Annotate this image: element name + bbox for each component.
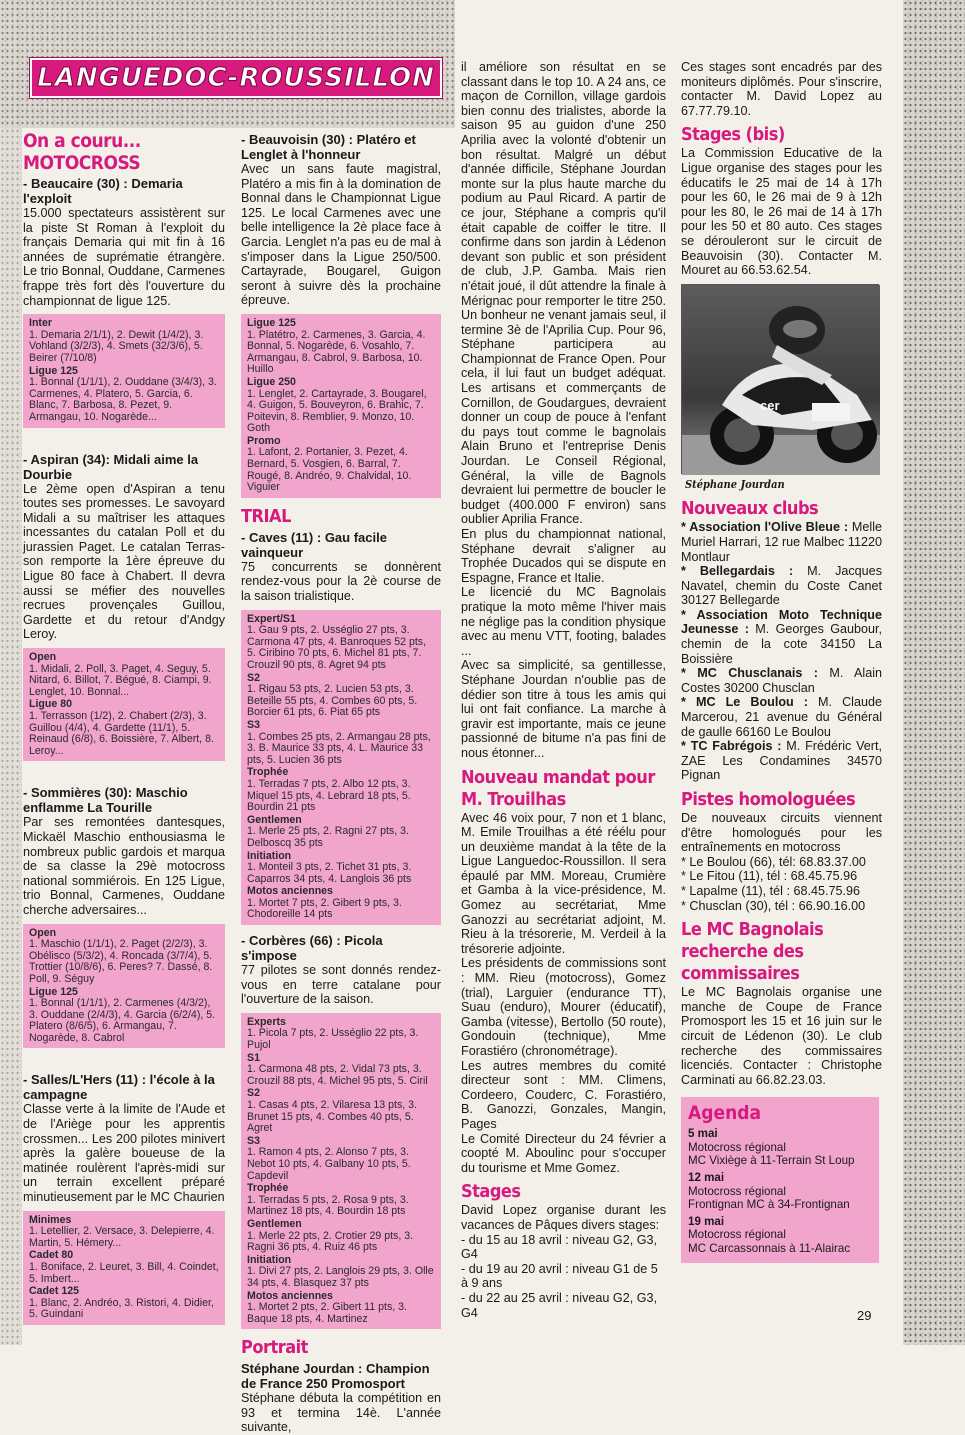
club-name: * MC Le Boulou :	[681, 695, 808, 710]
results-text: 1. Blanc, 2. Andréo, 3. Ristori, 4. Didier, 5. Guindani	[29, 1296, 214, 1321]
results-category: Ligue 80	[29, 698, 72, 711]
results-text: 1. Boniface, 2. Leuret, 3. Bill, 4. Coindet, 5. Imbert...	[29, 1261, 219, 1285]
results-category: Ligue 125	[29, 364, 78, 377]
section-title-on-a-couru: On a couru...	[23, 130, 141, 152]
results-category: Ligue 125	[247, 316, 296, 329]
agenda-location: Frontignan MC à 34-Frontignan	[688, 1197, 850, 1211]
results-text: 1. Casas 4 pts, 2. Vilaresa 13 pts, 3. Brunet 15 pts, 4. Combes 40 pts, 5. Agret	[247, 1099, 417, 1135]
bike-decal-text: cer	[760, 397, 780, 413]
club-address: M. Claude Marcerou, 21 avenue du Général de gaulle 66160 Le Boulou	[681, 695, 882, 739]
results-category: Minimes	[29, 1213, 72, 1226]
section-title-stages: Stages	[461, 1181, 521, 1203]
stages-body: David Lopez organise durant les vacances de Pâques divers stages:	[461, 1203, 666, 1232]
club-entry	[681, 520, 882, 564]
results-category: S3	[247, 718, 260, 731]
agenda-location: MC Vixiège à 11-Terrain St Loup	[688, 1153, 855, 1167]
agenda-event: Motocross régional	[688, 1184, 786, 1198]
results-category: S1	[247, 1051, 260, 1064]
portrait-body-continued: il améliore son résultat en se classant dans le top 10. A 24 ans, ce maçon de Cornillon, village gardois bien connu des trialistes, aborde la saison 95 au guidon d'une 250 Aprilia avec la volonté d'obtenir un bon résultat. Malgré un début d'année difficile, Stéphane Jourdan monte sur la plus haute marche du podium au Paul Ricard. A partir de ce jour, Stéphane a compris qu'il était capable de coiffer le titre. Il confirme dans son jardin à Lédenon devant son public et son président de club, J.P. Gamba. Mais rien n'était joué, il dût attendre la finale à Mérignac pour remporter le titre 250. Un bonheur ne venant jamais seul, il termine 3è de l'Aprilia Cup. Pour 96, Stéphane participera au Championnat de France Open. Pour cela, il lui faut un budget adéquat. Les artisans et commerçants de Cornillon, de Goudargues, devraient donner un coup de pouce à l'enfant du pays tout comme le bagnolais Alain Bruno et l'entreprise Denis Jourdan. Le Conseil Régional, Général, la ville de Bagnols devraient lui permettre de boucler le budget (400.000 F environ) sans oublier Aprilia France.	[461, 60, 666, 527]
article-body-salles: Classe verte à la limite de l'Aude et de l'Ariège pour les apprentis crossmen... Les 200 pilotes minivert après la galère boueuse de la matinée roulèrent l'après-midi sur un terrain excellent préparé minutieusement par le MC Chaurien	[23, 1102, 225, 1205]
club-entry	[681, 695, 882, 739]
results-text: 1. Lafont, 2. Portanier, 3. Pezet, 4. Bernard, 5. Vosgien, 6. Barral, 7. Rougé, 8. Andréo, 9. Chalvidal, 10. Viguier	[247, 446, 412, 494]
piste-item: * Le Fitou (11), tél : 68.45.75.96	[681, 869, 858, 884]
pistes-body: De nouveaux circuits viennent d'être homologués pour les entraînements en motocross	[681, 811, 882, 855]
results-box-caves	[241, 610, 441, 925]
results-box-aspiran	[23, 648, 225, 761]
article-head-beaucaire: - Beaucaire (30) : Demaria l'exploit	[23, 176, 183, 206]
motorcycle-photo-illustration	[682, 285, 880, 475]
portrait-body-paragraph: En plus du championnat national, Stéphane devrait s'aligner au Trophée Ducados qui se dispute en Espagne, France et Italie.	[461, 527, 666, 585]
results-category: Motos anciennes	[247, 885, 333, 898]
agenda-date: 12 mai	[688, 1171, 725, 1185]
column-4	[681, 60, 882, 1263]
stages-line: - du 19 au 20 avril : niveau G1 de 5 à 9 ans	[461, 1261, 658, 1291]
article-head-portrait: Stéphane Jourdan : Champion de France 250 Promosport	[241, 1361, 430, 1392]
agenda-date: 5 mai	[688, 1127, 718, 1141]
stages-bis-body: La Commission Educative de la Ligue organise des stages pour les éducatifs le 25 mai de 14 à 17h pour les 60, le 26 mai de 9 à 12h pour les 80, le 26 mai de 14 à 17h pour les 50 et 80 auto. Ces stages se dérouleront sur le circuit de Beauvoisin (30). Contacter M. Mouret au 66.53.62.54.	[681, 146, 882, 278]
results-text: 1. Divi 27 pts, 2. Langlois 29 pts, 3. Olle 34 pts, 4. Blasquez 37 pts	[247, 1265, 434, 1289]
section-title-nouveaux-clubs: Nouveaux clubs	[681, 498, 819, 520]
results-category: Cadet 80	[29, 1249, 74, 1262]
results-category: Promo	[247, 434, 281, 447]
results-text: 1. Bonnal (1/1/1), 2. Ouddane (3/4/3), 3. Carmenes, 4. Platero, 5. Garcia, 6. Blanc, 7. Barbosa, 8. Pezet, 9. Armangau, 10. Nogarède...	[29, 376, 217, 423]
club-entry	[681, 564, 882, 608]
article-body-corberes: 77 pilotes se sont donnés rendez-vous en terre catalane pour l'ouverture de la saison.	[241, 963, 441, 1007]
results-category: S2	[247, 671, 260, 684]
results-text: 1. Carmona 48 pts, 2. Vidal 73 pts, 3. Crouzil 88 pts, 4. Michel 95 pts, 5. Ciril	[247, 1063, 428, 1087]
article-body-portrait: Stéphane débuta la compétition en 93 et termina 14è. L'année suivante,	[241, 1391, 441, 1435]
results-text: 1. Bonnal (1/1/1), 2. Carmenes (4/3/2), 3. Ouddane (2/4/3), 4. Garcia (6/2/4), 5. Platero (8/6/5), 6. Armangau, 7. Nogarède, 8. Cabrol	[29, 997, 216, 1044]
mandat-body: Avec 46 voix pour, 7 non et 1 blanc, M. Emile Trouilhas a été réélu pour un deuxième mandat à la tête de la Ligue Languedoc-Roussillon. Il sera épaulé par MM. Moreau, Crumière et Gamba à la vice-présidence, M. Gomez au secrétariat, Mme Ganozzi au secrétariat adjoint, M. Rieu à la trésorerie, M. Verdeil à la trésorerie adjointe.	[461, 810, 666, 956]
stages-line: - du 15 au 18 avril : niveau G2, G3, G4	[461, 1232, 658, 1262]
results-category: Expert/S1	[247, 612, 296, 625]
article-head-aspiran: - Aspiran (34): Midali aime la Dourbie	[23, 451, 199, 482]
piste-item: * Le Boulou (66), tél: 68.83.37.00	[681, 854, 866, 869]
results-text: 1. Merle 22 pts, 2. Crotier 29 pts, 3. Ragni 36 pts, 4. Ruiz 46 pts	[247, 1229, 414, 1254]
results-category: Inter	[29, 317, 52, 330]
article-head-salles: - Salles/L'Hers (11) : l'école à la campagne	[23, 1072, 215, 1103]
results-category: Initiation	[247, 1253, 292, 1266]
section-title-nouveau-mandat: Nouveau mandat pour M. Trouilhas	[461, 766, 655, 810]
club-name: * Bellegardais :	[681, 564, 794, 579]
column-3	[461, 60, 666, 1320]
agenda-box	[681, 1097, 879, 1263]
results-text: 1. Demaria 2/1/1), 2. Dewit (1/4/2), 3. Vohland (3/2/3), 4. Smets (32/3/6), 5. Beirer (7/10/8)	[29, 328, 204, 364]
results-text: 1. Gau 9 pts, 2. Usséglio 27 pts, 3. Carmona 47 pts, 4. Banroques 52 pts, 5. Ciribino 70 pts, 6. Michel 81 pts, 7. Crouzil 90 pts, 8. Agret 94 pts	[247, 624, 427, 671]
results-text: 1. Rigau 53 pts, 2. Lucien 53 pts, 3. Beteille 55 pts, 4. Combes 60 pts, 5. Borcier 61 pts, 6. Piat 65 pts	[247, 683, 418, 719]
section-title-pistes: Pistes homologuées	[681, 789, 856, 810]
section-title-stages-bis: Stages (bis)	[681, 124, 785, 146]
article-body-beauvoisin: Avec un sans faute magistral, Platéro a mis fin à la domination de Bonnal dans le Championnat Ligue 125. Le local Carmenes avec une belle intelligence la 2è place face à Garcia. Lenglet n'a pas eu de mal à s'imposer dans la Ligue 250/500. Cartayrade, Bougarel, Guigon seront à suivre dès la prochaine épreuve.	[241, 162, 441, 308]
section-title-mc-bagnolais: Le MC Bagnolais recherche des commissaires	[681, 919, 824, 985]
results-text: 1. Combes 25 pts, 2. Armangau 28 pts, 3. B. Maurice 33 pts, 4. L. Maurice 33 pts, 5. Lucien 36 pts	[247, 730, 431, 766]
results-text: 1. Monteil 3 pts, 2. Tichet 31 pts, 3. Caparros 34 pts, 4. Langlois 36 pts	[247, 861, 412, 885]
portrait-body-paragraph: Avec sa simplicité, sa gentillesse, Stéphane Jourdan n'oublie pas de dédier son titre à tous les amis qui lui ont fait confiance. La marche à gravir est importante, mais ce jeune passionné de bitume n'a pas fini de nous étonner...	[461, 658, 666, 760]
results-category: Gentlemen	[247, 813, 302, 826]
column-1	[23, 130, 225, 1333]
results-category: Open	[29, 926, 57, 939]
section-title-trial: TRIAL	[241, 505, 291, 527]
article-body-beaucaire: 15.000 spectateurs assistèrent sur la piste St Roman à l'exploit du français Demaria qui mit fin à 16 années de suprématie étrangère. Le trio Bonnal, Ouddane, Carmenes frappe très fort dès l'ouverture du championnat de ligue 125.	[23, 206, 225, 308]
results-box-beauvoisin	[241, 314, 441, 498]
results-category: Open	[29, 651, 57, 664]
mandat-body: Le Comité Directeur du 24 février a coopté M. Aboulinc pour s'occuper du tourisme et Mme Gomez.	[461, 1131, 666, 1175]
stages-intro: Ces stages sont encadrés par des moniteurs diplômés. Pour s'inscrire, contacter M. David Lopez au 67.77.79.10.	[681, 60, 882, 118]
rider-photo	[681, 284, 879, 474]
results-category: Experts	[247, 1015, 286, 1028]
results-category: Trophée	[247, 1182, 289, 1195]
article-body-aspiran: Le 2ème open d'Aspiran a tenu toutes ses promesses. Le savoyard Midali a su maîtriser les attaques incessantes du catalan Poll et du jurassien Paget. Le catalan Terras-son remporte la 1ère épreuve du Ligue 80 face à Chabert. Il devra aussi se méfier des nouvelles recrues provençales Guillou, Gardette et du retour d'Andgy Leroy.	[23, 481, 225, 642]
article-body-sommieres: Par ses remontées dantesques, Mickaël Maschio enthousiasma le nombreux public gardois et marqua de sa classe la 29è motocross national sommiérois. En 125 Ligue, trio Bonnal, Carmenes, Ouddane cherche adversaires...	[23, 815, 225, 917]
results-category: Motos anciennes	[247, 1289, 333, 1302]
results-box-beaucaire	[23, 314, 225, 427]
club-address: M. Jacques Navatel, chemin du Coste Canet 30127 Bellegarde	[681, 564, 882, 608]
club-address: M. Frédéric Vert, ZAE Les Condamines 34570 Pignan	[681, 739, 883, 783]
mc-bagnolais-body: Le MC Bagnolais organise une manche de Coupe de France Promosport les 15 et 16 juin sur le circuit de Lédenon (30). Le club recherche des commissaires licenciés. Contacter : Christophe Carminati au 66.82.23.03.	[681, 985, 882, 1087]
club-entry	[681, 666, 882, 695]
results-text: 1. Mortet 7 pts, 2. Gibert 9 pts, 3. Chodoreille 14 pts	[247, 896, 402, 921]
stages-line: - du 22 au 25 avril : niveau G2, G3, G4	[461, 1290, 658, 1320]
banner-title: LANGUEDOC-ROUSSILLON	[37, 63, 435, 93]
article-head-sommieres: - Sommières (30): Maschio enflamme La Tourille	[23, 785, 188, 816]
results-text: 1. Terrasson (1/2), 2. Chabert (2/3), 3. Guillou (4/4), 4. Gardette (11/1), 5. Reinaud (6/8), 6. Boissière, 7. Albert, 8. Leroy...	[29, 710, 214, 757]
mandat-body: Les autres membres du comité directeur sont : MM. Climens, Cordeero, Couderc, C. Forastiéro, B. Ganozzi, Gonzales, Mangin, Pages	[461, 1058, 666, 1131]
results-text: 1. Terradas 5 pts, 2. Rosa 9 pts, 3. Martinez 18 pts, 4. Bourdin 18 pts	[247, 1193, 409, 1218]
results-text: 1. Merle 25 pts, 2. Ragni 27 pts, 3. Delboscq 35 pts	[247, 825, 409, 849]
article-body-caves: 75 concurrents se donnèrent rendez-vous pour la 2è course de la saison trialistique.	[241, 559, 441, 604]
club-address: M. Georges Gaubour, chemin de la cote 34150 La Boissière	[681, 622, 883, 666]
club-name: * TC Fabrégois :	[681, 739, 782, 754]
results-category: Gentlemen	[247, 1217, 302, 1230]
results-category: Ligue 125	[29, 985, 78, 998]
portrait-body-paragraph: Le licencié du MC Bagnolais pratique la moto même l'hiver mais ne néglige pas la condition physique avec au menu VTT, footing, balades ...	[461, 585, 666, 658]
speckle-texture-left	[0, 128, 22, 1345]
results-text: 1. Letellier, 2. Versace, 3. Delepierre, 4. Martin, 5. Hémery...	[29, 1225, 215, 1249]
results-text: 1. Picola 7 pts, 2. Usséglio 22 pts, 3. Pujol	[247, 1027, 419, 1052]
agenda-event: Motocross régional	[688, 1228, 786, 1242]
club-address: Melle Muriel Harrari, 12 rue Malbec 11220 Montlaur	[681, 520, 882, 564]
agenda-event: Motocross régional	[688, 1140, 786, 1154]
piste-item: * Chusclan (30), tél : 66.90.16.00	[681, 898, 866, 913]
results-text: 1. Lenglet, 2. Cartayrade, 3. Bougarel, 4. Guigon, 5. Bouveyron, 6. Brahic, 7. Poitevin, 8. Remblier, 9. Monzo, 10. Goth	[247, 387, 427, 435]
agenda-date: 19 mai	[688, 1215, 725, 1229]
column-2	[241, 130, 441, 1435]
page-number: 29	[857, 1308, 872, 1323]
agenda-title: Agenda	[688, 1102, 762, 1125]
results-box-corberes	[241, 1013, 441, 1329]
results-box-sommieres	[23, 924, 225, 1049]
results-category: S3	[247, 1134, 260, 1147]
article-head-beauvoisin: - Beauvoisin (30) : Platéro et Lenglet à l'honneur	[241, 132, 416, 162]
club-name: * MC Chusclanais :	[681, 666, 818, 681]
speckle-texture-right	[903, 0, 965, 1345]
photo-caption: Stéphane Jourdan	[685, 477, 785, 491]
piste-item: * Lapalme (11), tél : 68.45.75.96	[681, 883, 860, 898]
results-category: Trophée	[247, 766, 289, 779]
results-text: 1. Platétro, 2. Carmenes, 3. Garcia, 4. Bonnal, 5. Nogarède, 6. Vosahlo, 7. Armangau, 8. Cabrol, 9. Barbosa, 10. Huillo	[247, 328, 426, 376]
results-text: 1. Midali, 2. Poll, 3. Paget, 4. Seguy, 5. Nitard, 6. Billot, 7. Bégué, 8. Ciampi, 9. Lenglet, 10. Bonnal...	[29, 662, 212, 698]
club-address: M. Alain Costes 30200 Chusclan	[681, 666, 882, 695]
agenda-location: MC Carcassonnais à 11-Alairac	[688, 1241, 851, 1255]
article-head-caves: - Caves (11) : Gau facile vainqueur	[241, 529, 387, 560]
results-category: Ligue 250	[247, 375, 296, 388]
section-title-motocross: MOTOCROSS	[23, 152, 141, 174]
results-category: Cadet 125	[29, 1285, 80, 1298]
results-text: 1. Ramon 4 pts, 2. Alonso 7 pts, 3. Nebot 10 pts, 4. Galbany 10 pts, 5. Capdevil	[247, 1146, 411, 1182]
results-box-salles	[23, 1211, 225, 1325]
region-banner	[30, 58, 442, 98]
club-name: * Association Moto Technique Jeunesse :	[681, 607, 882, 637]
results-text: 1. Terradas 7 pts, 2. Albo 12 pts, 3. Miquel 15 pts, 4. Lebrard 18 pts, 5. Bourdin 21 pts	[247, 777, 411, 814]
club-entry	[681, 739, 882, 783]
club-name: * Association l'Olive Bleue :	[681, 520, 849, 535]
section-title-portrait: Portrait	[241, 1337, 308, 1359]
results-text: 1. Maschio (1/1/1), 2. Paget (2/2/3), 3. Obélisco (5/3/2), 4. Roncada (3/7/4), 5. Trottier (10/8/6), 6. Peres? 7. Dassé, 8. Poll, 9. Séguy	[29, 938, 213, 985]
results-text: 1. Mortet 2 pts, 2. Gibert 11 pts, 3. Baque 18 pts, 4. Martinez	[247, 1301, 407, 1325]
article-head-corberes: - Corbères (66) : Picola s'impose	[241, 933, 383, 964]
results-category: S2	[247, 1087, 260, 1100]
mandat-body: Les présidents de commissions sont : MM. Rieu (motocross), Gomez (trial), Larguier (endurance TT), Suau (enduro), Mourer (éducatif), Gamba (vitesse), Bertollo (50 route), Gondouin (technique), Mme Forastiéro (chronométrage).	[461, 956, 666, 1058]
club-entry	[681, 608, 882, 666]
results-category: Initiation	[247, 849, 292, 862]
